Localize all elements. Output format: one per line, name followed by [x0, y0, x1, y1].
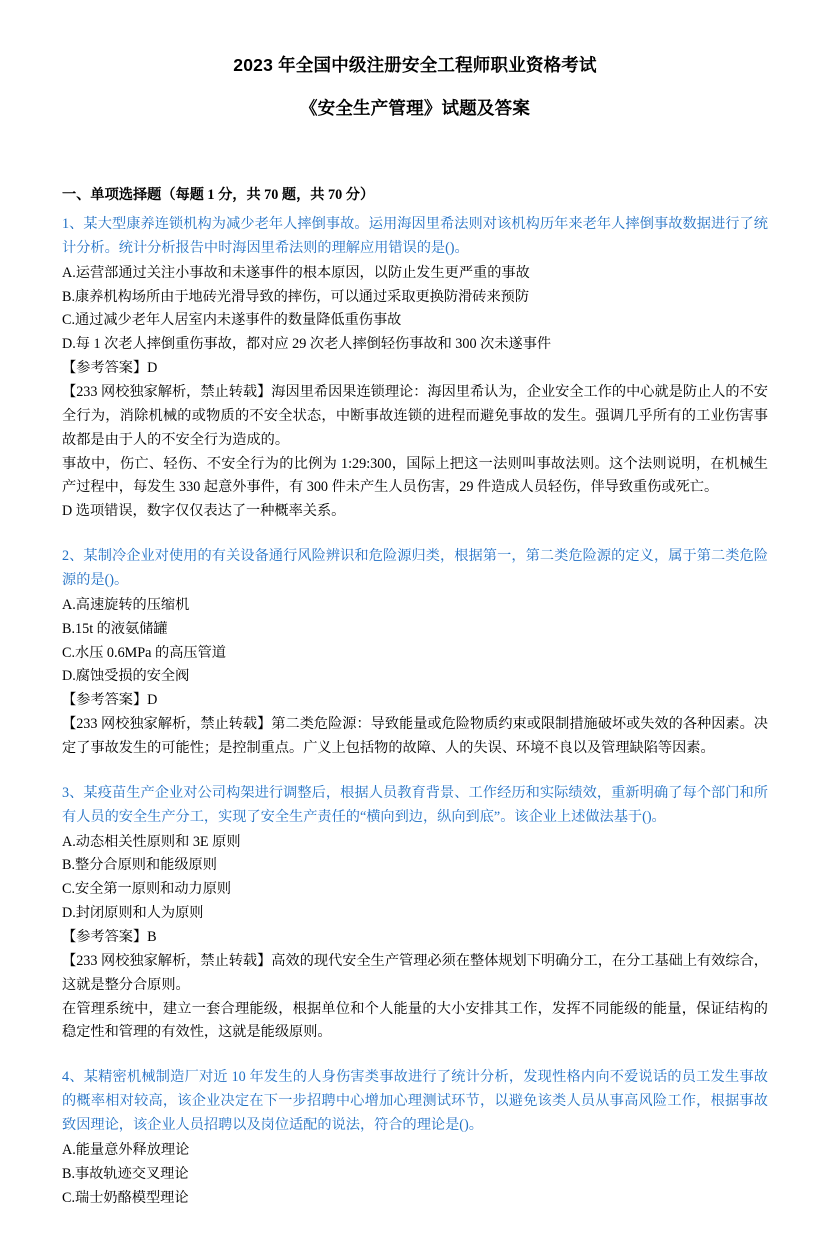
- question-explanation: 【233 网校独家解析，禁止转载】海因里希因果连锁理论：海因里希认为，企业安全工作的中心就是防止人的不安全行为，消除机械的或物质的不安全状态，中断事故连锁的进程而避免事故的发生。强调几乎所有的工业伤害事故都是由于人的不安全行为造成的。: [62, 383, 768, 448]
- question-block: [62, 213, 768, 524]
- block-spacer: [62, 765, 768, 782]
- question-stem: 3、某疫苗生产企业对公司构架进行调整后，根据人员教育背景、工作经历和实际绩效，重新明确了每个部门和所有人员的安全生产分工，实现了安全生产责任的“横向到边，纵向到底”。该企业上述做法基于()。: [62, 784, 768, 825]
- question-option[interactable]: B.整分合原则和能级原则: [62, 857, 217, 874]
- question-answer: 【参考答案】B: [62, 929, 157, 946]
- question-explanation: 在管理系统中，建立一套合理能级，根据单位和个人能量的大小安排其工作，发挥不同能级的能量，保证结构的稳定性和管理的有效性，这就是能级原则。: [62, 1000, 768, 1041]
- question-option[interactable]: B.事故轨迹交叉理论: [62, 1165, 189, 1182]
- question-answer: 【参考答案】D: [62, 360, 158, 377]
- question-stem: 2、某制冷企业对使用的有关设备通行风险辨识和危险源归类，根据第一，第二类危险源的定义，属于第二类危险源的是()。: [62, 548, 768, 588]
- question-option[interactable]: C.通过减少老年人居室内未遂事件的数量降低重伤事故: [62, 312, 402, 329]
- question-option[interactable]: C.安全第一原则和动力原则: [62, 881, 232, 898]
- question-explanation: 【233 网校独家解析，禁止转载】第二类危险源：导致能量或危险物质约束或限制措施破坏或失效的各种因素。决定了事故发生的可能性；是控制重点。广义上包括物的故障、人的失误、环境不良以及管理缺陷等因素。: [62, 716, 768, 757]
- question-option[interactable]: A.运营部通过关注小事故和未遂事件的根本原因，以防止发生更严重的事故: [62, 264, 530, 281]
- section-heading: 一、单项选择题（每题 1 分，共 70 题，共 70 分）: [62, 187, 375, 204]
- block-spacer: [62, 528, 768, 545]
- page-subtitle: 《安全生产管理》试题及答案: [299, 98, 531, 119]
- question-explanation: D 选项错误，数字仅仅表达了一种概率关系。: [62, 503, 346, 520]
- question-stem: 4、某精密机械制造厂对近 10 年发生的人身伤害类事故进行了统计分析，发现性格内向不爱说话的员工发生事故的概率相对较高，该企业决定在下一步招聘中心增加心理测试环节，以避免该类人员从事高风险工作，根据事故致因理论，该企业人员招聘以及岗位适配的说法，符合的理论是()。: [62, 1069, 768, 1134]
- question-block: [62, 1066, 768, 1210]
- question-stem: 1、某大型康养连锁机构为减少老年人摔倒事故。运用海因里希法则对该机构历年来老年人摔倒事故数据进行了统计分析。统计分析报告中时海因里希法则的理解应用错误的是()。: [62, 215, 768, 256]
- question-option[interactable]: B.康养机构场所由于地砖光滑导致的摔伤，可以通过采取更换防滑砖来预防: [62, 288, 530, 305]
- question-explanation: 事故中，伤亡、轻伤、不安全行为的比例为 1:29:300，国际上把这一法则叫事故法则。这个法则说明，在机械生产过程中，每发生 330 起意外事件，有 300 件未产生人员伤害，29 件造成人员轻伤，伴导致重伤或死亡。: [62, 455, 768, 496]
- question-option[interactable]: D.封闭原则和人为原则: [62, 905, 204, 922]
- question-option[interactable]: C.瑞士奶酪模型理论: [62, 1189, 189, 1206]
- question-block: [62, 782, 768, 1045]
- question-answer: 【参考答案】D: [62, 692, 158, 709]
- question-explanation: 【233 网校独家解析，禁止转载】高效的现代安全生产管理必须在整体规划下明确分工，在分工基础上有效综合，这就是整分合原则。: [62, 952, 768, 993]
- question-option[interactable]: A.高速旋转的压缩机: [62, 596, 190, 613]
- question-option[interactable]: A.动态相关性原则和 3E 原则: [62, 833, 241, 850]
- question-option[interactable]: B.15t 的液氨储罐: [62, 620, 168, 637]
- question-option[interactable]: A.能量意外释放理论: [62, 1141, 190, 1158]
- question-block: [62, 545, 768, 761]
- question-option[interactable]: D.每 1 次老人摔倒重伤事故，都对应 29 次老人摔倒轻伤事故和 300 次未遂事件: [62, 336, 552, 353]
- page-title: 2023 年全国中级注册安全工程师职业资格考试: [233, 55, 597, 75]
- question-option[interactable]: C.水压 0.6MPa 的高压管道: [62, 644, 226, 661]
- block-spacer: [62, 1049, 768, 1066]
- question-option[interactable]: D.腐蚀受损的安全阀: [62, 668, 190, 685]
